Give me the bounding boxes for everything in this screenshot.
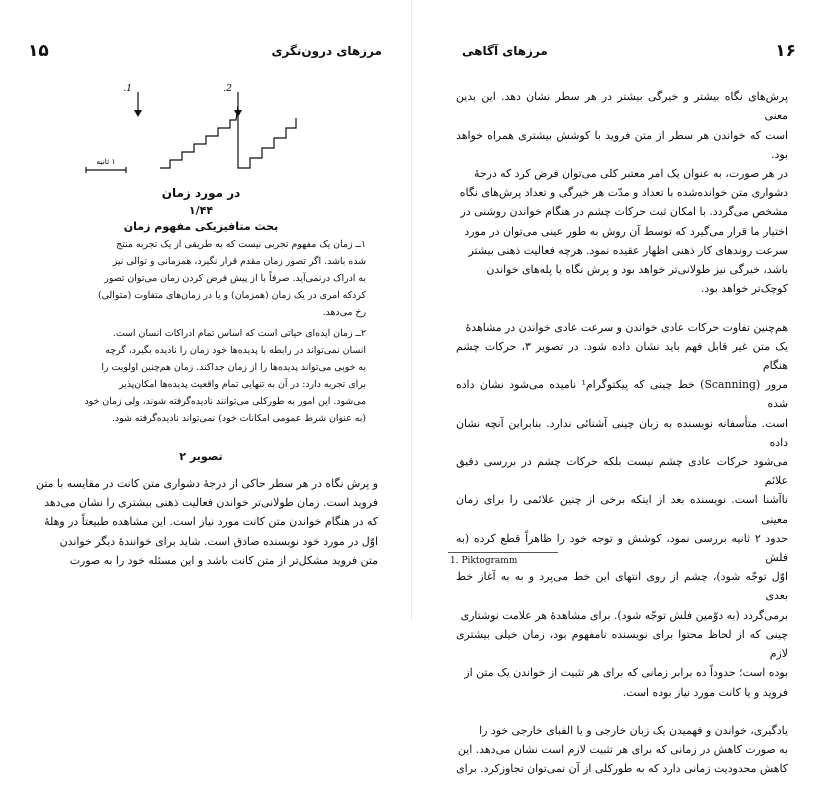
section-heading: در مورد زمان (161, 186, 241, 200)
right-page (412, 0, 824, 776)
list-item: ۲ــ زمان ایده‌ای حیاتی است که اساس تمام ادراکات انسان است. انسان نمی‌تواند در رابطه با پدیده‌ها خود زمان را نادیده بگیرد، گرچه به خوبی می‌تواند پدیده‌ها را از زمان جداکند. زمان هم‌چنین اولویت را برای تجربه دارد: در آن به تنهایی تمام واقعیت پدیده‌ها امکان‌پذیر می‌شود. این امور به طورکلی می‌توانند نادیده‌گرفته شوند، ولی زمان خود (به عنوان شرط عمومی امکانات خود) نمی‌تواند نادیده‌گرفته شود. (84, 328, 366, 424)
left-page-header (28, 40, 382, 62)
figure-marker-1: 1. (123, 84, 132, 94)
figure-marker-2: 2. (223, 84, 232, 94)
list-item: ۱ــ زمان یک مفهوم تجربی نیست که به طریقی از یک تجربه منتج شده باشد. اگر تصور زمان مقدم قرار نگیرد، همزمانی و توالی نیز به ادراک درنمی‌آید. صرفاً با از پیش فرض کردن زمان می‌توان تصور کردکه امری در یک زمان (همزمان) و یا در زمان‌های متفاوت (متوالی) رخ می‌دهد. (97, 239, 366, 318)
footnote: 1. Piktogramm (450, 556, 518, 566)
figure-caption: تصویر ۲ (179, 450, 223, 463)
quoted-list (62, 236, 366, 431)
left-body-text: و پرش نگاه در هر سطر حاکی از درجهٔ دشواری متن کانت در مقایسه با متن فروید است. زمان طولانی‌تر خواندن فعالیت ذهنی بیشتری را نشان می‌دهد که در هنگام خواندن متن کانت مورد نیاز است. این مشاهده طبیعتاً در وهلهٔ اوّل در مورد خود نویسنده صادق است. شاید برای خوانندهٔ دیگر خواندن متن فروید مشکل‌تر از متن کانت باشد و این مسئله خود را به صورت (36, 477, 378, 567)
left-page (0, 0, 412, 620)
section-subheading: بحث متافیزیکی مفهوم زمان (123, 220, 279, 233)
page-number-right: ۱۶ (775, 41, 796, 61)
running-title-left: مرزهای درون‌نگری (271, 44, 382, 58)
paragraph: یادگیری، خواندن و فهمیدن یک زبان خارجی و یا الفبای خارجی خود را به صورت کاهش در زمانی که برای هر تثبیت لازم است نشان می‌دهد. این کاهش محدودیت زمانی دارد که به طورکلی از آن نمی‌توان تجاوزکرد. برای (456, 723, 788, 776)
page-number-left: ۱۵ (28, 41, 49, 61)
paragraph: پرش‌های نگاه بیشتر و خیرگی بیشتر در هر سطر نشان دهد. این بدین معنی است که خواندن هر سطر از متن فروید با کوشش بیشتری همراه خواهد بود. در هر صورت، به عنوان یک امر معتبر کلی می‌توان فرض کرد که درجهٔ دشواری متن خوانده‌شده با تعداد و مدّت هر خیرگی و تعداد پرش‌های نگاه مشخص می‌گردد. با امکان ثبت حرکات چشم در هنگام خواندن روشنی در اختیار ما قرار می‌گیرد که توسط آن روش به طور عینی می‌توان در مورد سرعت روندهای کار ذهنی اظهار عقیده نمود. هرچه فعالیت ذهنی بیشتر باشد، خیرگی نیز طولانی‌تر خواهد بود و پرش نگاه یا پله‌های خواندن کوچک‌تر خواهد بود. (456, 90, 788, 296)
section-number: ۱/۴۴ (188, 204, 214, 217)
right-body-text (456, 68, 788, 798)
running-title-right: مرزهای آگاهی (462, 44, 548, 58)
footnote-rule (448, 552, 558, 553)
arrow-2-head (234, 110, 242, 117)
figure-scale-label: ۱ ثانیه (96, 157, 116, 166)
arrow-1-head (134, 110, 142, 117)
eye-movement-staircase-figure (80, 82, 300, 177)
staircase-line (160, 106, 296, 168)
paragraph: هم‌چنین تفاوت حرکات عادی خواندن و سرعت عادی خواندن در مشاهدهٔ یک متن غیر قابل فهم باید نشان داده شود. در تصویر ۳، حرکات چشم هنگام مرور (Scanning) خط چینی که پیکتوگرام¹ نامیده می‌شود نشان داده شده است. متأسفانه نویسنده به زبان چینی آشنائی ندارد. بنابراین آنچه نشان داده می‌شود حرکات عادی چشم نیست بلکه حرکات چشم در بررسی دقیق علائم ناآشنا است. نویسنده بعد از اینکه برخی از چنین علائمی را برای زمان معینی حدود ۲ ثانیه بررسی نمود، کوشش و توجه خود را ظاهراً قطع کرده (به فلش اوّل توجّه شود)، چشم از روی انتهای این خط می‌پرد و به به آغاز خط بعدی برمی‌گردد (به دوّمین فلش توجّه شود). برای مشاهدهٔ هر علامت نوشتاری چینی که از لحاظ محتوا برای نویسنده نامفهوم بود، زمان خیلی بیشتری لازم بوده است؛ حدوداً ده برابر زمانی که برای هر تثبیت از خواندن یک متن از فروید و یا کانت مورد نیاز بوده است. (456, 320, 789, 699)
right-page-header (462, 40, 796, 62)
